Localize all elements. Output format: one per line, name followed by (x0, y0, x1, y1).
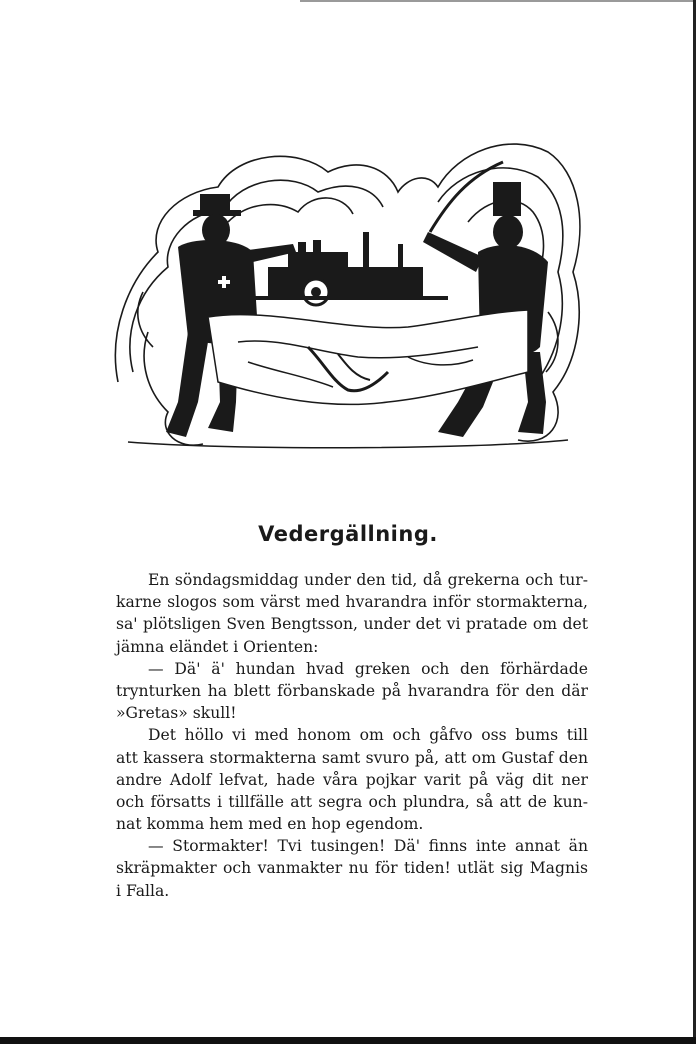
text-line: andre Adolf lefvat, hade våra pojkar varit på väg dit ner (116, 770, 588, 789)
text-line: karne slogos som värst med hvarandra inför stormakterna, (116, 593, 588, 612)
ground-line (128, 440, 568, 448)
article-body (116, 569, 588, 902)
text-line: »Gretas» skull! (116, 704, 237, 723)
text-line: skräpmakter och vanmakter nu för tiden! utlät sig Magnis (116, 859, 588, 878)
text-line: jämna eländet i Orienten: (116, 637, 319, 656)
top-edge-rule (300, 0, 696, 2)
text-line: att kassera stormakterna samt svuro på, att om Gustaf den (116, 748, 588, 767)
text-line: En söndagsmiddag under den tid, då grekerna och tur- (148, 571, 588, 589)
article-title: Vedergällning. (258, 522, 438, 546)
page-bottom-edge (0, 1037, 696, 1044)
text-line: — Dä' ä' hundan hvad greken och den förhärdade (148, 659, 588, 678)
text-line: Det höllo vi med honom om och gåfvo oss bums till (148, 726, 588, 745)
text-line: och försatts i tillfälle att segra och plundra, så att de kun- (116, 792, 588, 811)
text-line: — Stormakter! Tvi tusingen! Dä' finns inte annat än (148, 837, 588, 856)
tug-of-war-illustration (108, 132, 590, 454)
text-line: i Falla. (116, 881, 170, 900)
text-line: sa' plötsligen Sven Bengtsson, under det vi pratade om det (116, 615, 588, 634)
text-line: trynturken ha blett förbanskade på hvarandra för den där (116, 681, 588, 700)
warship (248, 232, 448, 305)
text-line: nat komma hem med en hop egendom. (116, 815, 424, 834)
